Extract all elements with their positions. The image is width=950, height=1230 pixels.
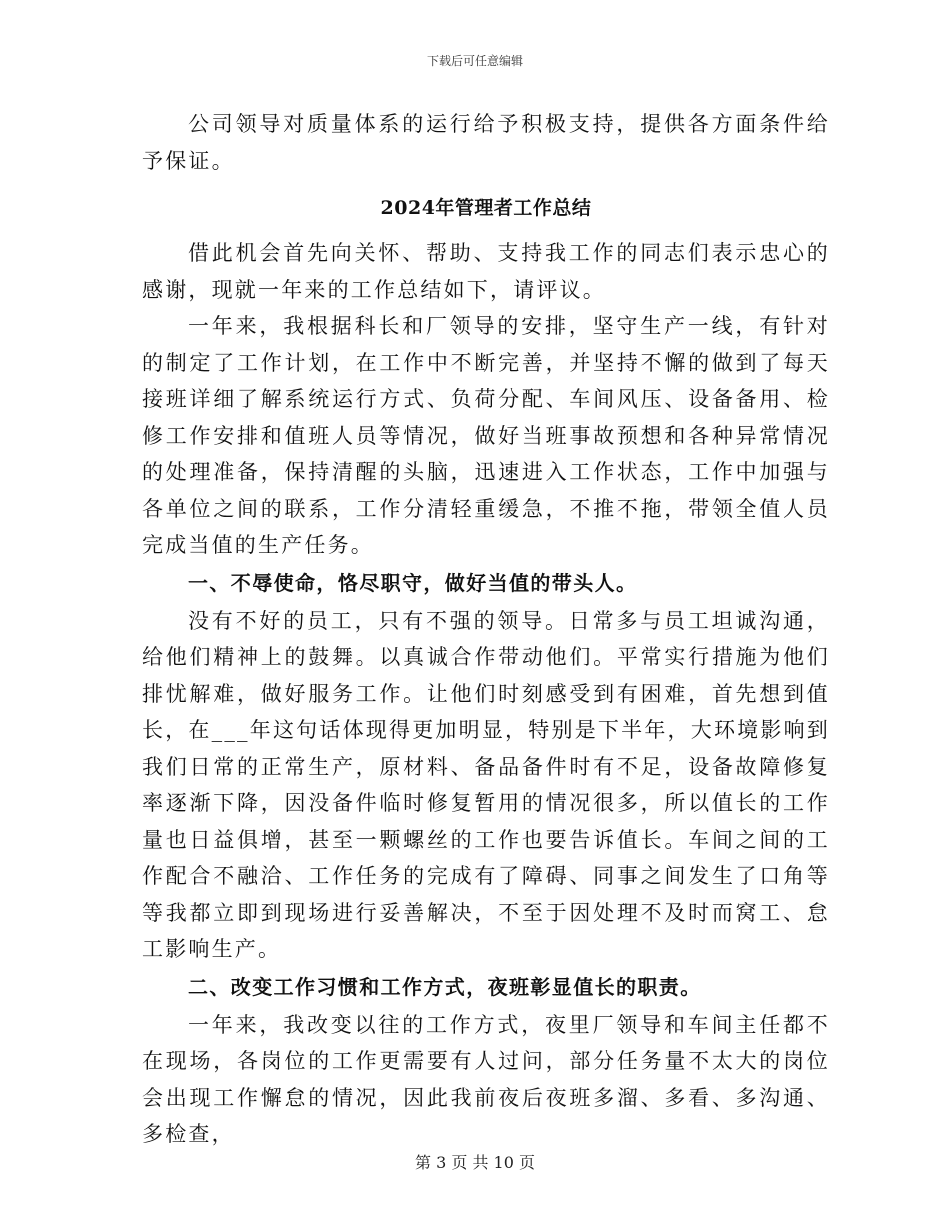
- section-2-body: 一年来，我改变以往的工作方式，夜里厂领导和车间主任都不在现场，各岗位的工作更需要有人过问，部分任务量不太大的岗位会出现工作懈怠的情况，因此我前夜后夜班多溜、多看、多沟通、多检查，: [142, 1012, 830, 1146]
- page-footer: 第 3 页 共 10 页: [415, 1153, 535, 1172]
- document-title: 2024年管理者工作总结: [380, 197, 592, 219]
- section-1-body: 没有不好的员工，只有不强的领导。日常多与员工坦诚沟通，给他们精神上的鼓舞。以真诚合作带动他们。平常实行措施为他们排忧解难，做好服务工作。让他们时刻感受到有困难，首先想到值长，在___年这句话体现得更加明显，特别是下半年，大环境影响到我们日常的正常生产，原材料、备品备件时有不足，设备故障修复率逐渐下降，因没备件临时修复暂用的情况很多，所以值长的工作量也日益俱增，甚至一颗螺丝的工作也要告诉值长。车间之间的工作配合不融洽、工作任务的完成有了障碍、同事之间发生了口角等等我都立即到现场进行妥善解决，不至于因处理不及时而窝工、怠工影响生产。: [142, 608, 830, 961]
- paragraph-thanks: 借此机会首先向关怀、帮助、支持我工作的同志们表示忠心的感谢，现就一年来的工作总结如下，请评议。: [142, 241, 830, 302]
- document-body: [142, 106, 830, 1153]
- section-2-heading: 二、改变工作习惯和工作方式，夜班彰显值长的职责。: [188, 974, 702, 999]
- paragraph-overview: 一年来，我根据科长和厂领导的安排，坚守生产一线，有针对的制定了工作计划，在工作中不断完善，并坚持不懈的做到了每天接班详细了解系统运行方式、负荷分配、车间风压、设备备用、检修工作安排和值班人员等情况，做好当班事故预想和各种异常情况的处理准备，保持清醒的头脑，迅速进入工作状态，工作中加强与各单位之间的联系，工作分清轻重缓急，不推不拖，带领全值人员完成当值的生产任务。: [142, 314, 830, 557]
- intro-paragraph: 公司领导对质量体系的运行给予积极支持，提供各方面条件给予保证。: [142, 112, 830, 173]
- page-header: 下载后可任意编辑: [426, 54, 523, 68]
- section-1-heading: 一、不辱使命，恪尽职守，做好当值的带头人。: [188, 570, 638, 595]
